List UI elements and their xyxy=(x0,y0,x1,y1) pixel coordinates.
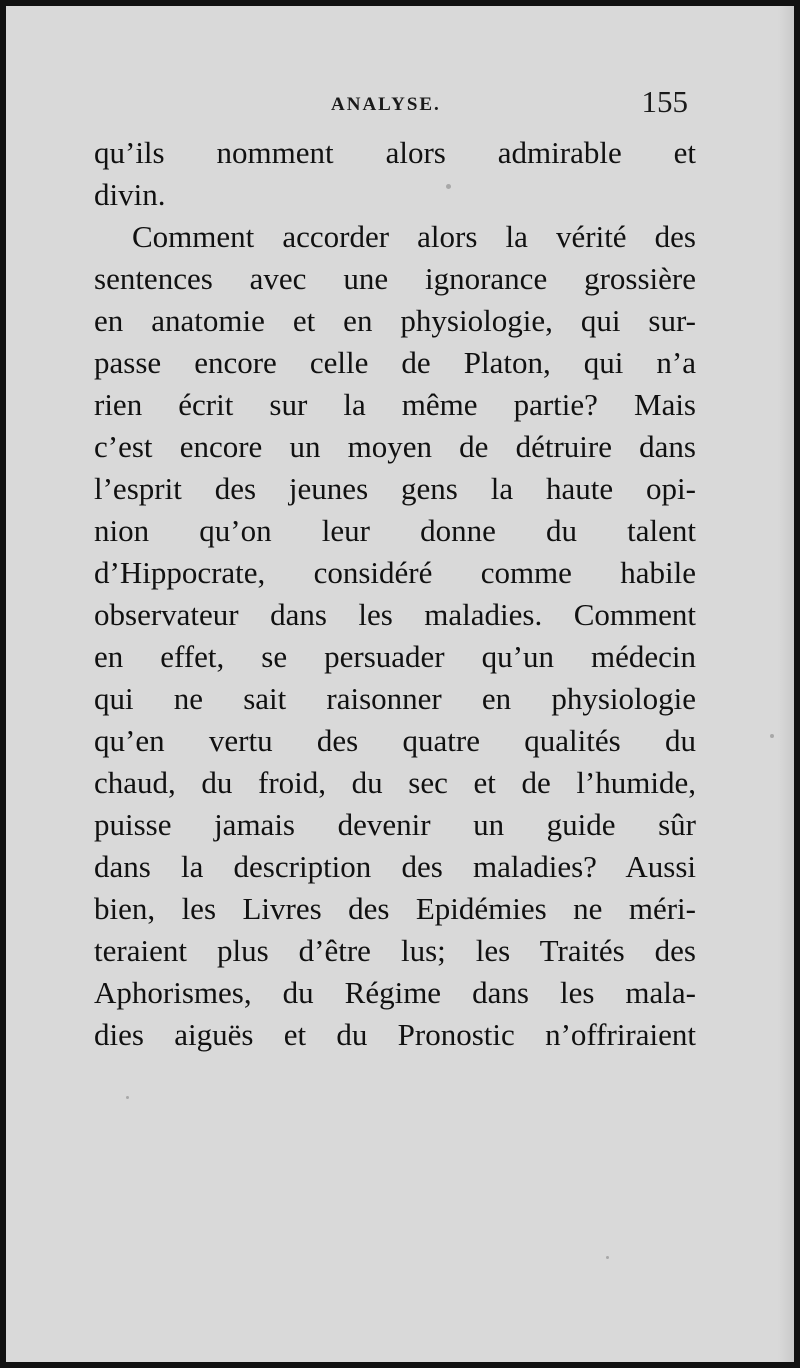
text-line: Comment accorder alors la vérité des xyxy=(132,219,696,254)
text-line: c’est encore un moyen de détruire dans xyxy=(94,429,696,464)
text-line: qui ne sait raisonner en physiologie xyxy=(94,681,696,716)
paper-speck xyxy=(446,184,451,189)
text-line: divin. xyxy=(94,177,166,212)
page-header xyxy=(6,84,794,124)
text-line: puisse jamais devenir un guide sûr xyxy=(94,807,696,842)
text-line: rien écrit sur la même partie? Mais xyxy=(94,387,696,422)
body-text xyxy=(94,132,696,1056)
text-line: passe encore celle de Platon, qui n’a xyxy=(94,345,696,380)
text-line: en anatomie et en physiologie, qui sur- xyxy=(94,303,696,338)
text-line: l’esprit des jeunes gens la haute opi- xyxy=(94,471,696,506)
text-line: qu’en vertu des quatre qualités du xyxy=(94,723,696,758)
text-line: dans la description des maladies? Aussi xyxy=(94,849,696,884)
paper-speck xyxy=(606,1256,609,1259)
text-line: teraient plus d’être lus; les Traités des xyxy=(94,933,696,968)
page-edge-shadow xyxy=(778,6,794,1362)
text-line: nion qu’on leur donne du talent xyxy=(94,513,696,548)
text-line: sentences avec une ignorance grossière xyxy=(94,261,696,296)
running-head: ANALYSE. xyxy=(331,94,441,115)
book-page xyxy=(6,6,794,1362)
text-line: bien, les Livres des Epidémies ne méri- xyxy=(94,891,696,926)
text-line: d’Hippocrate, considéré comme habile xyxy=(94,555,696,590)
paper-speck xyxy=(770,734,774,738)
text-line: qu’ils nomment alors admirable et xyxy=(94,135,696,170)
text-line: dies aiguës et du Pronostic n’offriraient xyxy=(94,1017,696,1052)
paper-speck xyxy=(126,1096,129,1099)
text-line: chaud, du froid, du sec et de l’humide, xyxy=(94,765,696,800)
page-number: 155 xyxy=(641,84,688,119)
text-line: observateur dans les maladies. Comment xyxy=(94,597,696,632)
text-line: en effet, se persuader qu’un médecin xyxy=(94,639,696,674)
text-line: Aphorismes, du Régime dans les mala- xyxy=(94,975,696,1010)
